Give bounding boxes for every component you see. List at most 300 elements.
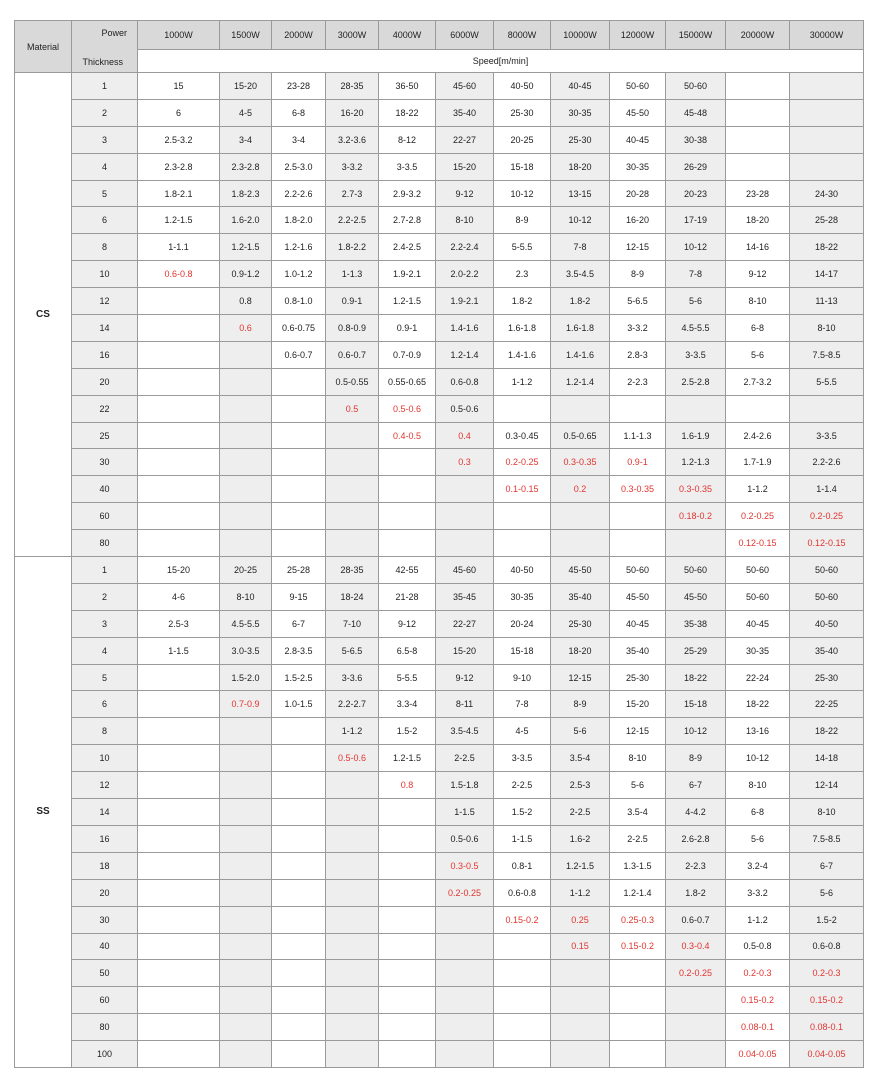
speed-cell (220, 395, 272, 422)
speed-cell (551, 1041, 610, 1068)
speed-cell: 45-50 (610, 99, 666, 126)
speed-cell (220, 852, 272, 879)
thickness-cell: 22 (72, 395, 138, 422)
speed-cell: 1-1.2 (494, 368, 551, 395)
speed-cell: 3-3.5 (790, 422, 864, 449)
speed-cell: 0.8-0.9 (326, 315, 379, 342)
thickness-cell: 3 (72, 610, 138, 637)
thickness-cell: 60 (72, 503, 138, 530)
thickness-cell: 8 (72, 234, 138, 261)
speed-cell: 16-20 (326, 99, 379, 126)
speed-cell: 2.8-3.5 (272, 637, 326, 664)
speed-cell: 8-10 (610, 745, 666, 772)
speed-cell: 6-8 (726, 315, 790, 342)
power-label: Power (101, 28, 127, 38)
speed-cell: 0.2-0.25 (436, 879, 494, 906)
speed-cell: 22-27 (436, 610, 494, 637)
speed-cell: 0.2-0.25 (726, 503, 790, 530)
speed-cell: 45-48 (666, 99, 726, 126)
speed-cell: 2.2-2.4 (436, 234, 494, 261)
speed-cell: 5-5.5 (790, 368, 864, 395)
speed-cell (436, 1041, 494, 1068)
speed-cell: 5-6 (726, 825, 790, 852)
speed-cell (220, 987, 272, 1014)
speed-cell: 3.5-4 (551, 745, 610, 772)
speed-cell: 0.9-1.2 (220, 261, 272, 288)
speed-cell: 0.6 (220, 315, 272, 342)
speed-cell: 6-7 (272, 610, 326, 637)
speed-cell (494, 933, 551, 960)
speed-cell (220, 799, 272, 826)
speed-cell: 50-60 (610, 73, 666, 100)
speed-cell (494, 960, 551, 987)
speed-cell: 0.3-0.4 (666, 933, 726, 960)
speed-cell: 30-35 (610, 153, 666, 180)
speed-cell: 5-5.5 (494, 234, 551, 261)
speed-cell: 20-24 (494, 610, 551, 637)
table-row (15, 368, 864, 395)
speed-cell: 23-28 (726, 180, 790, 207)
speed-cell: 0.04-0.05 (790, 1041, 864, 1068)
speed-cell (138, 745, 220, 772)
table-row (15, 476, 864, 503)
speed-cell (138, 395, 220, 422)
speed-cell (220, 933, 272, 960)
thickness-cell: 1 (72, 73, 138, 100)
speed-cell: 0.6-0.7 (272, 341, 326, 368)
speed-cell: 3-4 (272, 126, 326, 153)
speed-cell: 2-2.5 (436, 745, 494, 772)
speed-cell: 0.15 (551, 933, 610, 960)
speed-cell: 0.6-0.7 (326, 341, 379, 368)
speed-cell: 1.2-1.4 (436, 341, 494, 368)
speed-cell: 18-22 (790, 234, 864, 261)
speed-cell: 0.3-0.5 (436, 852, 494, 879)
thickness-cell: 80 (72, 1014, 138, 1041)
thickness-cell: 6 (72, 207, 138, 234)
speed-cell (379, 1014, 436, 1041)
speed-cell: 1.6-1.9 (666, 422, 726, 449)
table-row (15, 825, 864, 852)
speed-cell: 13-16 (726, 718, 790, 745)
table-row (15, 852, 864, 879)
speed-cell: 11-13 (790, 288, 864, 315)
speed-cell: 20-25 (220, 557, 272, 584)
speed-cell: 0.1-0.15 (494, 476, 551, 503)
speed-cell (272, 476, 326, 503)
speed-cell: 0.2 (551, 476, 610, 503)
speed-cell (379, 852, 436, 879)
speed-cell (220, 449, 272, 476)
speed-cell: 0.8-1.0 (272, 288, 326, 315)
speed-cell: 35-40 (610, 637, 666, 664)
speed-cell: 15-20 (220, 73, 272, 100)
speed-cell: 0.25 (551, 906, 610, 933)
speed-cell: 12-15 (551, 664, 610, 691)
speed-cell: 8-11 (436, 691, 494, 718)
speed-cell: 28-35 (326, 73, 379, 100)
speed-cell: 35-38 (666, 610, 726, 637)
speed-cell (326, 799, 379, 826)
table-row (15, 879, 864, 906)
speed-cell: 35-40 (436, 99, 494, 126)
speed-cell: 1.1-1.3 (610, 422, 666, 449)
speed-cell: 0.2-0.3 (726, 960, 790, 987)
speed-cell (726, 73, 790, 100)
speed-cell: 25-29 (666, 637, 726, 664)
speed-cell (436, 530, 494, 557)
speed-cell: 1.8-2 (494, 288, 551, 315)
speed-cell (272, 852, 326, 879)
speed-cell: 1.2-1.6 (272, 234, 326, 261)
speed-cell: 9-15 (272, 583, 326, 610)
speed-cell: 1.5-2 (379, 718, 436, 745)
power-header-3000w: 3000W (326, 21, 379, 50)
speed-cell: 2.5-3.2 (138, 126, 220, 153)
speed-cell: 1.0-1.2 (272, 261, 326, 288)
speed-cell: 1.6-2.0 (220, 207, 272, 234)
speed-cell: 1.2-1.5 (379, 288, 436, 315)
thickness-cell: 10 (72, 261, 138, 288)
speed-cell: 9-12 (379, 610, 436, 637)
speed-cell: 3.3-4 (379, 691, 436, 718)
speed-cell: 1.6-1.8 (494, 315, 551, 342)
speed-cell: 13-15 (551, 180, 610, 207)
speed-cell (726, 395, 790, 422)
speed-cell: 3.2-4 (726, 852, 790, 879)
speed-cell: 5-6 (610, 772, 666, 799)
speed-cell: 5-6.5 (326, 637, 379, 664)
speed-cell: 50-60 (666, 73, 726, 100)
speed-cell: 1.0-1.5 (272, 691, 326, 718)
table-row (15, 933, 864, 960)
speed-cell: 1.4-1.6 (551, 341, 610, 368)
speed-cell (790, 395, 864, 422)
speed-cell: 2.7-3.2 (726, 368, 790, 395)
speed-cell (790, 153, 864, 180)
speed-cell (220, 476, 272, 503)
table-row (15, 153, 864, 180)
speed-cell (326, 449, 379, 476)
speed-cell (272, 503, 326, 530)
table-row (15, 315, 864, 342)
speed-cell (379, 1041, 436, 1068)
speed-cell: 1.8-2.2 (326, 234, 379, 261)
speed-cell: 25-28 (790, 207, 864, 234)
speed-cell: 0.7-0.9 (220, 691, 272, 718)
speed-cell: 2.2-2.6 (790, 449, 864, 476)
speed-cell: 25-30 (790, 664, 864, 691)
table-row (15, 610, 864, 637)
power-header-12000w: 12000W (610, 21, 666, 50)
speed-cell: 2.5-3 (551, 772, 610, 799)
speed-cell (610, 960, 666, 987)
speed-cell: 20-28 (610, 180, 666, 207)
speed-cell: 18-20 (551, 637, 610, 664)
speed-cell (272, 422, 326, 449)
speed-cell: 20-23 (666, 180, 726, 207)
speed-cell: 8-10 (726, 288, 790, 315)
speed-cell: 6-8 (726, 799, 790, 826)
speed-cell: 6-7 (666, 772, 726, 799)
power-header-1500w: 1500W (220, 21, 272, 50)
speed-cell (272, 772, 326, 799)
speed-cell: 0.5-0.6 (379, 395, 436, 422)
speed-cell: 23-28 (272, 73, 326, 100)
speed-cell (326, 1014, 379, 1041)
speed-cell (551, 395, 610, 422)
speed-cell: 8-10 (790, 799, 864, 826)
power-header-8000w: 8000W (494, 21, 551, 50)
speed-cell: 0.15-0.2 (790, 987, 864, 1014)
speed-cell (220, 530, 272, 557)
speed-cell (326, 960, 379, 987)
speed-cell (494, 1014, 551, 1041)
speed-cell: 30-35 (551, 99, 610, 126)
speed-cell: 15-18 (494, 153, 551, 180)
power-header-15000w: 15000W (666, 21, 726, 50)
speed-cell: 8-10 (726, 772, 790, 799)
speed-cell: 0.5-0.6 (436, 395, 494, 422)
speed-cell: 2.3 (494, 261, 551, 288)
speed-cell (272, 1041, 326, 1068)
thickness-cell: 3 (72, 126, 138, 153)
table-row (15, 73, 864, 100)
cutting-speed-table (14, 20, 864, 1068)
speed-cell: 9-12 (436, 664, 494, 691)
speed-cell: 7.5-8.5 (790, 825, 864, 852)
thickness-cell: 40 (72, 476, 138, 503)
speed-cell: 8-10 (790, 315, 864, 342)
speed-cell: 7.5-8.5 (790, 341, 864, 368)
speed-cell: 2-2.3 (666, 852, 726, 879)
speed-cell (272, 1014, 326, 1041)
speed-cell (379, 799, 436, 826)
speed-cell: 3.2-3.6 (326, 126, 379, 153)
speed-cell: 2.0-2.2 (436, 261, 494, 288)
speed-cell: 18-20 (726, 207, 790, 234)
speed-cell: 0.3-0.45 (494, 422, 551, 449)
speed-cell (138, 933, 220, 960)
speed-cell: 1.2-1.3 (666, 449, 726, 476)
speed-cell (436, 960, 494, 987)
speed-cell: 5-6 (790, 879, 864, 906)
speed-cell: 3.5-4.5 (436, 718, 494, 745)
speed-cell (551, 503, 610, 530)
speed-cell: 1.4-1.6 (436, 315, 494, 342)
speed-cell (220, 1041, 272, 1068)
speed-cell: 0.9-1 (610, 449, 666, 476)
speed-cell (436, 476, 494, 503)
table-header (15, 21, 864, 73)
speed-cell: 0.55-0.65 (379, 368, 436, 395)
speed-cell: 9-12 (436, 180, 494, 207)
speed-cell: 45-50 (610, 583, 666, 610)
speed-cell (220, 718, 272, 745)
thickness-cell: 30 (72, 906, 138, 933)
speed-cell: 17-19 (666, 207, 726, 234)
speed-cell: 0.08-0.1 (790, 1014, 864, 1041)
speed-cell (494, 530, 551, 557)
speed-cell: 18-24 (326, 583, 379, 610)
speed-cell: 0.8 (220, 288, 272, 315)
thickness-cell: 14 (72, 799, 138, 826)
speed-cell: 15-18 (666, 691, 726, 718)
speed-cell: 1.2-1.4 (610, 879, 666, 906)
speed-cell: 0.3-0.35 (551, 449, 610, 476)
speed-cell (610, 1014, 666, 1041)
speed-cell: 1-1.3 (326, 261, 379, 288)
speed-cell: 24-30 (790, 180, 864, 207)
speed-cell: 0.12-0.15 (726, 530, 790, 557)
speed-cell (272, 960, 326, 987)
speed-cell (551, 530, 610, 557)
speed-cell: 0.3-0.35 (666, 476, 726, 503)
speed-cell: 1-1.5 (494, 825, 551, 852)
speed-cell: 50-60 (726, 557, 790, 584)
speed-cell (272, 879, 326, 906)
thickness-cell: 6 (72, 691, 138, 718)
speed-cell: 2.7-3 (326, 180, 379, 207)
speed-cell (379, 933, 436, 960)
speed-cell (138, 288, 220, 315)
speed-cell (726, 126, 790, 153)
table-row (15, 449, 864, 476)
speed-cell: 8-10 (220, 583, 272, 610)
speed-cell: 12-14 (790, 772, 864, 799)
speed-cell (138, 341, 220, 368)
speed-cell (138, 906, 220, 933)
speed-cell: 1.2-1.5 (220, 234, 272, 261)
speed-cell: 0.6-0.8 (494, 879, 551, 906)
speed-cell (666, 1014, 726, 1041)
speed-cell: 15-20 (436, 637, 494, 664)
speed-cell: 2.4-2.6 (726, 422, 790, 449)
speed-cell (326, 933, 379, 960)
speed-cell (138, 664, 220, 691)
speed-cell: 1.8-2.0 (272, 207, 326, 234)
speed-cell: 16-20 (610, 207, 666, 234)
speed-cell (220, 503, 272, 530)
speed-cell (379, 987, 436, 1014)
power-header-4000w: 4000W (379, 21, 436, 50)
speed-cell: 2.3-2.8 (138, 153, 220, 180)
speed-cell: 45-50 (666, 583, 726, 610)
speed-cell: 1.5-2.5 (272, 664, 326, 691)
speed-cell: 0.15-0.2 (726, 987, 790, 1014)
thickness-cell: 8 (72, 718, 138, 745)
speed-cell: 0.9-1 (326, 288, 379, 315)
speed-cell (138, 1014, 220, 1041)
speed-cell: 3-3.5 (494, 745, 551, 772)
speed-cell: 8-9 (494, 207, 551, 234)
speed-cell (272, 745, 326, 772)
speed-cell: 1-1.5 (436, 799, 494, 826)
thickness-cell: 1 (72, 557, 138, 584)
speed-cell: 2.2-2.7 (326, 691, 379, 718)
speed-cell: 0.5-0.65 (551, 422, 610, 449)
speed-cell (326, 530, 379, 557)
speed-cell: 30-35 (726, 637, 790, 664)
table-row (15, 745, 864, 772)
speed-cell: 28-35 (326, 557, 379, 584)
table-row (15, 99, 864, 126)
thickness-cell: 20 (72, 368, 138, 395)
thickness-cell: 20 (72, 879, 138, 906)
table-row (15, 799, 864, 826)
material-cell-ss: SS (15, 557, 72, 1068)
speed-cell (436, 906, 494, 933)
speed-cell (220, 341, 272, 368)
speed-cell: 45-60 (436, 73, 494, 100)
power-header-1000w: 1000W (138, 21, 220, 50)
table-row (15, 503, 864, 530)
table-row (15, 261, 864, 288)
speed-cell: 1.3-1.5 (610, 852, 666, 879)
speed-cell: 15 (138, 73, 220, 100)
speed-cell (272, 987, 326, 1014)
speed-cell: 15-20 (436, 153, 494, 180)
speed-cell (551, 960, 610, 987)
speed-cell (220, 879, 272, 906)
speed-cell: 1.2-1.4 (551, 368, 610, 395)
speed-cell: 40-45 (551, 73, 610, 100)
speed-cell: 1.8-2 (666, 879, 726, 906)
table-row (15, 180, 864, 207)
thickness-label: Thickness (82, 57, 123, 67)
speed-cell (610, 987, 666, 1014)
thickness-cell: 4 (72, 153, 138, 180)
speed-cell (272, 530, 326, 557)
table-row (15, 960, 864, 987)
speed-cell: 2.5-2.8 (666, 368, 726, 395)
speed-cell: 30-38 (666, 126, 726, 153)
speed-cell: 0.6-0.8 (436, 368, 494, 395)
speed-cell: 6.5-8 (379, 637, 436, 664)
speed-cell: 2.5-3.0 (272, 153, 326, 180)
speed-cell (326, 825, 379, 852)
speed-cell: 50-60 (726, 583, 790, 610)
speed-cell: 8-9 (551, 691, 610, 718)
speed-cell (138, 852, 220, 879)
speed-cell: 2.8-3 (610, 341, 666, 368)
speed-cell: 1-1.5 (138, 637, 220, 664)
power-header-6000w: 6000W (436, 21, 494, 50)
speed-cell: 8-10 (436, 207, 494, 234)
speed-cell: 1.4-1.6 (494, 341, 551, 368)
speed-cell: 25-30 (551, 610, 610, 637)
speed-cell: 1.5-1.8 (436, 772, 494, 799)
speed-cell: 0.9-1 (379, 315, 436, 342)
speed-cell (436, 1014, 494, 1041)
speed-cell (272, 449, 326, 476)
speed-cell (666, 987, 726, 1014)
power-thickness-corner-header (72, 21, 138, 73)
speed-cell: 3-3.5 (379, 153, 436, 180)
speed-cell: 2-2.3 (610, 368, 666, 395)
speed-cell: 2.7-2.8 (379, 207, 436, 234)
speed-cell: 8-12 (379, 126, 436, 153)
speed-cell: 4.5-5.5 (220, 610, 272, 637)
speed-cell: 8-9 (610, 261, 666, 288)
table-row (15, 691, 864, 718)
speed-cell: 30-35 (494, 583, 551, 610)
speed-cell: 0.6-0.8 (790, 933, 864, 960)
thickness-cell: 16 (72, 341, 138, 368)
speed-cell: 10-12 (551, 207, 610, 234)
speed-cell (379, 825, 436, 852)
table-row (15, 583, 864, 610)
